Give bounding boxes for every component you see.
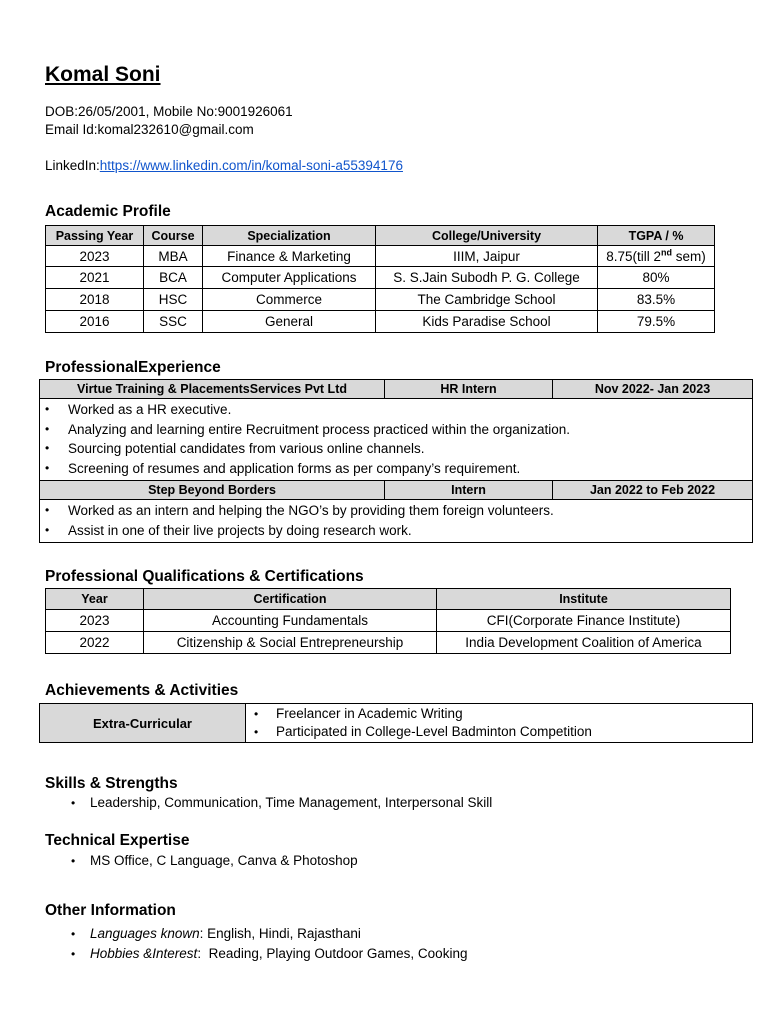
list-item: • Freelancer in Academic Writing: [246, 705, 752, 723]
linkedin-link[interactable]: https://www.linkedin.com/in/komal-soni-a55394176: [99, 158, 403, 173]
cell: Citizenship & Social Entrepreneurship: [144, 632, 437, 654]
cell: S. S.Jain Subodh P. G. College: [376, 267, 598, 289]
dob-mobile: DOB:26/05/2001, Mobile No:9001926061: [45, 104, 293, 119]
list-item: • Analyzing and learning entire Recruitment process practiced within the organization.: [40, 420, 752, 440]
job-header-row: [40, 380, 753, 399]
candidate-name: Komal Soni: [45, 63, 161, 86]
job-period: Nov 2022- Jan 2023: [553, 380, 753, 399]
list-item: • Screening of resumes and application forms as per company’s requirement.: [40, 459, 752, 479]
list-item-languages: [65, 924, 467, 944]
achievements-row: [40, 704, 753, 743]
col-specialization: Specialization: [203, 226, 376, 246]
cell: 79.5%: [598, 311, 715, 333]
tgpa-sup: nd: [661, 247, 673, 257]
skills-list: [65, 793, 492, 813]
cell: 2016: [46, 311, 144, 333]
cell: India Development Coalition of America: [437, 632, 731, 654]
job-company: Virtue Training & PlacementsServices Pvt Ltd: [40, 380, 385, 399]
other-list: [65, 924, 467, 964]
achievements-heading: Achievements & Activities: [45, 682, 239, 699]
cell: MBA: [144, 246, 203, 267]
list-item: • Worked as a HR executive.: [40, 400, 752, 420]
technical-heading: Technical Expertise: [45, 832, 190, 849]
achievements-table: [39, 703, 753, 743]
list-item: • Leadership, Communication, Time Management, Interpersonal Skill: [65, 793, 492, 813]
cell: 2022: [46, 632, 144, 654]
col-college: College/University: [376, 226, 598, 246]
tgpa-cell: [598, 246, 715, 267]
col-tgpa: TGPA / %: [598, 226, 715, 246]
experience-heading: ProfessionalExperience: [45, 359, 221, 376]
academic-header-row: [46, 226, 715, 246]
email: Email Id:komal232610@gmail.com: [45, 122, 254, 137]
col-certification: Certification: [144, 589, 437, 610]
list-item: • Participated in College-Level Badminton Competition: [246, 723, 752, 741]
cell: CFI(Corporate Finance Institute): [437, 610, 731, 632]
cell: HSC: [144, 289, 203, 311]
job-points-row: [40, 500, 753, 543]
tgpa-pre: 8.75(till 2: [606, 248, 662, 264]
experience-table: [39, 379, 753, 543]
list-item: • Sourcing potential candidates from various online channels.: [40, 439, 752, 459]
table-row: [46, 632, 731, 654]
job-company: Step Beyond Borders: [40, 481, 385, 500]
tgpa-post: sem): [672, 248, 706, 264]
table-row: [46, 311, 715, 333]
job-points: [40, 400, 752, 478]
cell: 80%: [598, 267, 715, 289]
other-heading: Other Information: [45, 902, 176, 919]
cell: The Cambridge School: [376, 289, 598, 311]
job-header-row: [40, 481, 753, 500]
linkedin-line: [45, 158, 403, 173]
list-item: • MS Office, C Language, Canva & Photoshop: [65, 851, 358, 871]
cert-header-row: [46, 589, 731, 610]
certifications-heading: Professional Qualifications & Certifications: [45, 568, 364, 585]
hobbies-value: : Reading, Playing Outdoor Games, Cooking: [197, 946, 468, 961]
cell: SSC: [144, 311, 203, 333]
languages-label: Languages known: [90, 926, 200, 941]
job-points-cell: [40, 500, 753, 543]
job-points: [40, 501, 752, 540]
languages-value: : English, Hindi, Rajasthani: [199, 926, 361, 941]
cell: Finance & Marketing: [203, 246, 376, 267]
certifications-table: [45, 588, 731, 654]
list-item-hobbies: [65, 944, 467, 964]
table-row: [46, 610, 731, 632]
cell: General: [203, 311, 376, 333]
col-course: Course: [144, 226, 203, 246]
academic-table: [45, 225, 715, 333]
cell: 2021: [46, 267, 144, 289]
col-year: Year: [46, 589, 144, 610]
list-item: • Worked as an intern and helping the NGO’s by providing them foreign volunteers.: [40, 501, 752, 521]
list-item: • Assist in one of their live projects by doing research work.: [40, 521, 752, 541]
achievement-list: [246, 705, 752, 741]
cell: 2023: [46, 246, 144, 267]
cell: Commerce: [203, 289, 376, 311]
job-role: HR Intern: [385, 380, 553, 399]
skills-heading: Skills & Strengths: [45, 775, 178, 792]
table-row: [46, 267, 715, 289]
table-row: [46, 289, 715, 311]
cell: Accounting Fundamentals: [144, 610, 437, 632]
cell: 83.5%: [598, 289, 715, 311]
technical-list: [65, 851, 358, 871]
table-row: [46, 246, 715, 267]
achievements-items-cell: [246, 704, 753, 743]
extra-curricular-label: Extra-Curricular: [40, 704, 246, 743]
hobbies-label: Hobbies &Interest: [90, 946, 198, 961]
cell: Kids Paradise School: [376, 311, 598, 333]
cell: IIIM, Jaipur: [376, 246, 598, 267]
job-role: Intern: [385, 481, 553, 500]
cell: 2023: [46, 610, 144, 632]
linkedin-label: LinkedIn:: [45, 158, 100, 173]
cell: 2018: [46, 289, 144, 311]
cell: Computer Applications: [203, 267, 376, 289]
col-institute: Institute: [437, 589, 731, 610]
job-points-cell: [40, 399, 753, 481]
col-passing-year: Passing Year: [46, 226, 144, 246]
job-period: Jan 2022 to Feb 2022: [553, 481, 753, 500]
job-points-row: [40, 399, 753, 481]
cell: BCA: [144, 267, 203, 289]
academic-heading: Academic Profile: [45, 203, 171, 220]
